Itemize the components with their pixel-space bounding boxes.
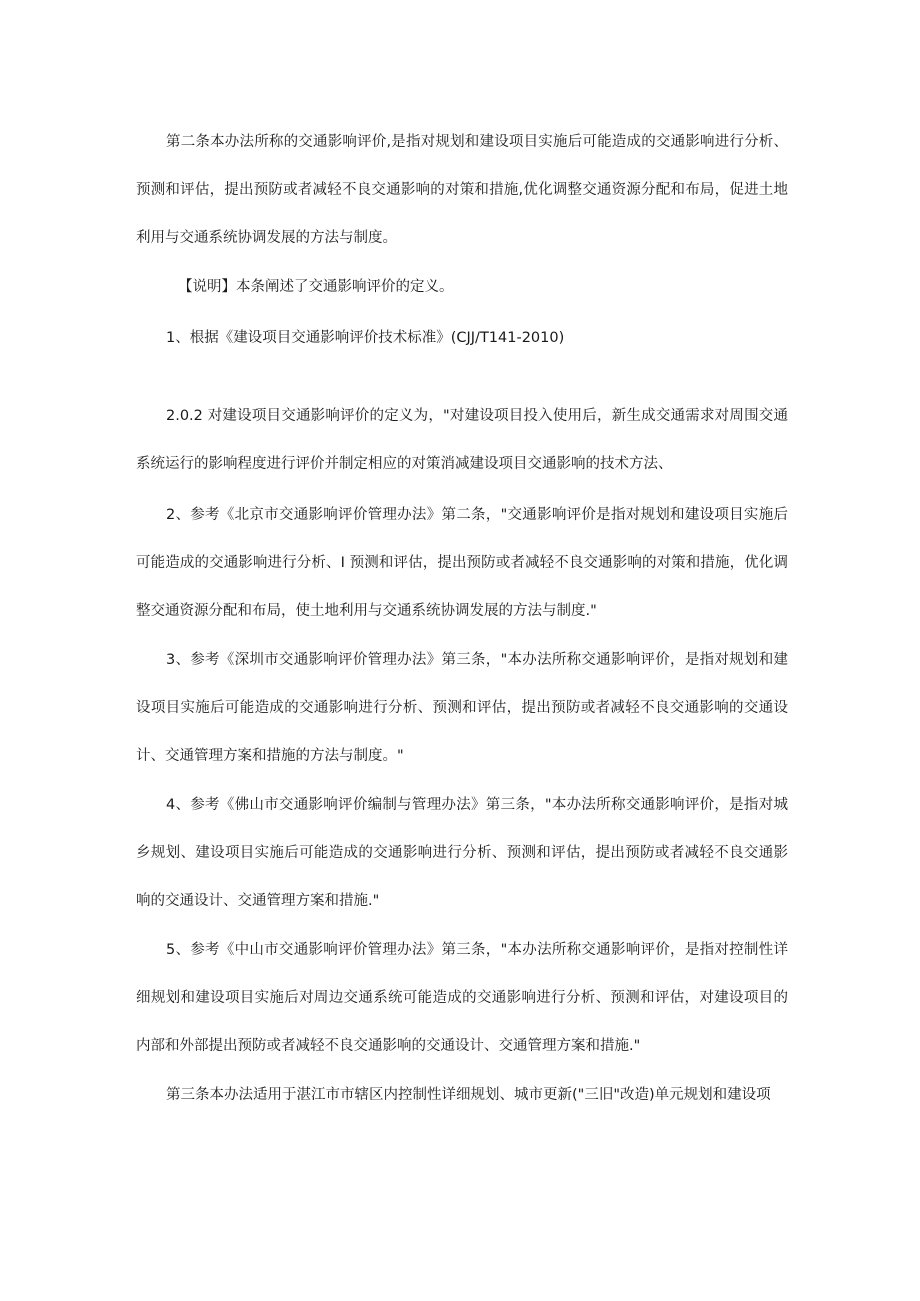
paragraph-reference-1: 1、根据《建设项目交通影响评价技术标准》(CJJ/T141-2010) [166,330,565,346]
paragraph-article-3: 第三条本办法适用于湛江市市辖区内控制性详细规划、城市更新("三旧"改造)单元规划和建设项 [166,1087,771,1103]
paragraph-reference-3: 3、参考《深圳市交通影响评价管理办法》第三条，"本办法所称交通影响评价，是指对规划和建设项目实施后可能造成的交通影响进行分析、预测和评估，提出预防或者减轻不良交通影响的交通设计、交通管理方案和措施的方法与制度。" [136,652,788,764]
paragraph-reference-5: 5、参考《中山市交通影响评价管理办法》第三条，"本办法所称交通影响评价，是指对控制性详细规划和建设项目实施后对周边交通系统可能造成的交通影响进行分析、预测和评估，对建设项目的内部和外部提出预防或者减轻不良交通影响的交通设计、交通管理方案和措施." [136,942,788,1054]
paragraph-reference-4: 4、参考《佛山市交通影响评价编制与管理办法》第三条，"本办法所称交通影响评价，是指对城乡规划、建设项目实施后可能造成的交通影响进行分析、预测和评估，提出预防或者减轻不良交通影响的交通设计、交通管理方案和措施." [136,797,788,909]
paragraph-reference-2: 2、参考《北京市交通影响评价管理办法》第二条，"交通影响评价是指对规划和建设项目实施后可能造成的交通影响进行分析、I 预测和评估，提出预防或者减轻不良交通影响的对策和措施，优化调整交通资源分配和布局，使土地利用与交通系统协调发展的方法与制度." [136,507,788,619]
paragraph-article-2: 第二条本办法所称的交通影响评价,是指对规划和建设项目实施后可能造成的交通影响进行分析、预测和评估，提出预防或者减轻不良交通影响的对策和措施,优化调整交通资源分配和布局，促进土地利用与交通系统协调发展的方法与制度。 [136,134,788,246]
paragraph-explanation: 【说明】本条阐述了交通影响评价的定义。 [178,279,454,295]
paragraph-definition-2-0-2: 2.0.2 对建设项目交通影响评价的定义为，"对建设项目投入使用后，新生成交通需求对周围交通系统运行的影响程度进行评价并制定相应的对策消减建设项目交通影响的技术方法、 [136,408,788,472]
